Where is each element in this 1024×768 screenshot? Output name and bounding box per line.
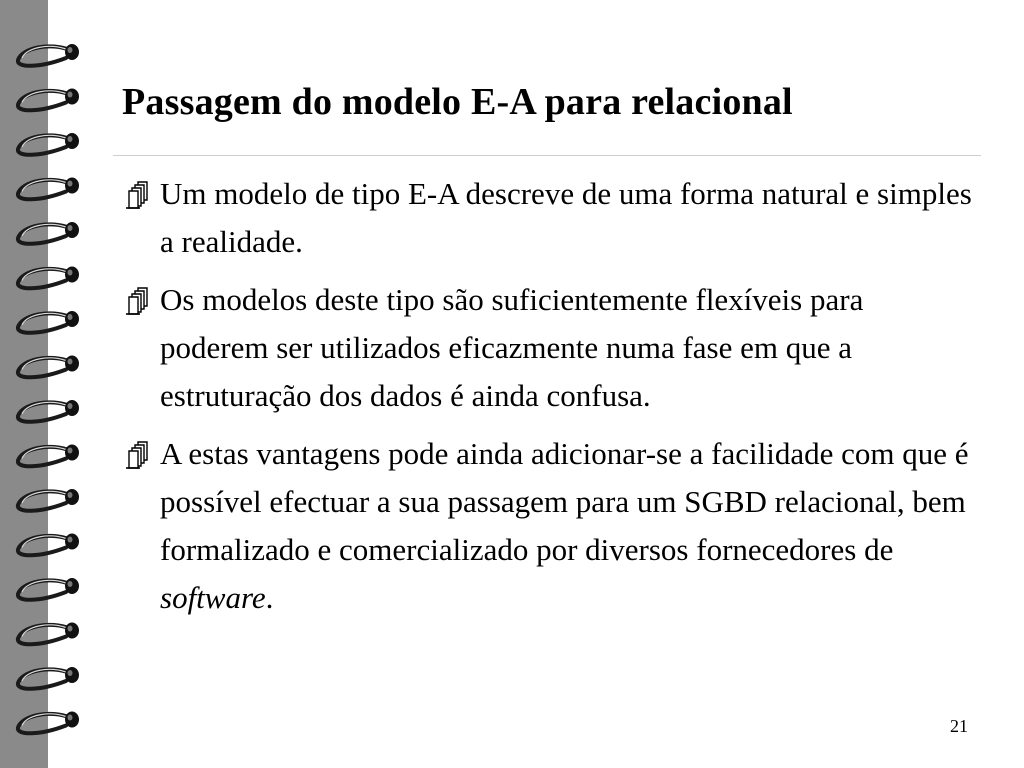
binding-ring xyxy=(18,712,79,734)
binding-ring xyxy=(18,89,79,111)
bullet-text: Os modelos deste tipo são suficientemente flexíveis para poderem ser utilizados eficazmente numa fase em que a estruturação dos dados é ainda confusa. xyxy=(160,282,864,413)
binding-ring xyxy=(18,133,79,155)
spiral-binding xyxy=(0,0,100,768)
spiral-binding-icon xyxy=(0,0,100,768)
binding-ring xyxy=(18,44,79,66)
bullet-emphasis: software xyxy=(160,580,266,615)
binding-ring xyxy=(18,623,79,645)
stacked-documents-icon xyxy=(124,180,154,210)
bullet-text: Um modelo de tipo E-A descreve de uma forma natural e simples a realidade. xyxy=(160,176,972,259)
page-number: 21 xyxy=(950,716,968,736)
binding-ring xyxy=(18,267,79,289)
binding-ring xyxy=(18,400,79,422)
binding-ring xyxy=(18,178,79,200)
binding-ring xyxy=(18,356,79,378)
binding-ring xyxy=(18,578,79,600)
bullet-text-end: . xyxy=(265,580,274,615)
bullet-item xyxy=(122,170,972,266)
binding-ring xyxy=(18,222,79,244)
binding-ring xyxy=(18,534,79,556)
bullet-item xyxy=(122,276,972,420)
bullet-list xyxy=(122,170,972,632)
binding-ring xyxy=(18,667,79,689)
title-divider xyxy=(113,155,981,156)
bullet-item xyxy=(122,430,972,622)
bullet-text: A estas vantagens pode ainda adicionar-se a facilidade com que é possível efectuar a sua passagem para um SGBD relacional, bem formalizado e comercializado por diversos fornecedores de xyxy=(160,436,969,567)
stacked-documents-icon xyxy=(124,286,154,316)
slide-title: Passagem do modelo E-A para relacional xyxy=(122,81,793,123)
binding-ring xyxy=(18,311,79,333)
binding-ring xyxy=(18,489,79,511)
binding-ring xyxy=(18,445,79,467)
stacked-documents-icon xyxy=(124,440,154,470)
